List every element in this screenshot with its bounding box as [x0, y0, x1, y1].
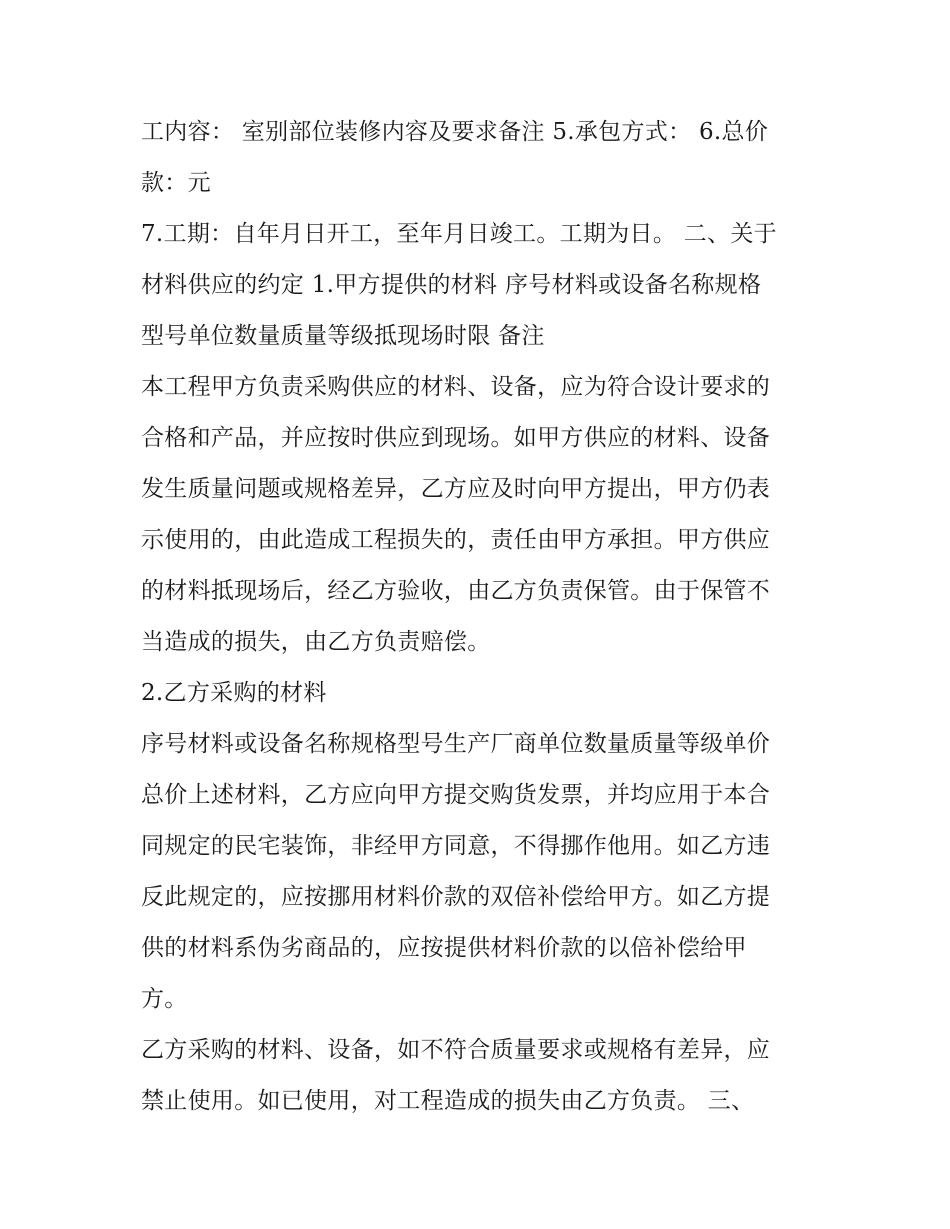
text-line: 7.工期：自年月日开工，至年月日竣工。工期为日。 二、关于	[141, 221, 777, 247]
text-line: 发生质量问题或规格差异，乙方应及时向甲方提出，甲方仍表	[141, 476, 771, 502]
text-line: 当造成的损失，由乙方负责赔偿。	[141, 629, 491, 655]
text-line: 型号单位数量质量等级抵现场时限 备注	[141, 323, 545, 349]
text-line: 序号材料或设备名称规格型号生产厂商单位数量质量等级单价	[141, 731, 771, 757]
section-heading: 2.乙方采购的材料	[141, 680, 327, 706]
text-line: 的材料抵现场后，经乙方验收，由乙方负责保管。由于保管不	[141, 578, 771, 604]
text-line: 材料供应的约定 1.甲方提供的材料 序号材料或设备名称规格	[141, 272, 762, 298]
text-line: 供的材料系伪劣商品的，应按提供材料价款的以倍补偿给甲	[141, 935, 747, 961]
text-line: 总价上述材料，乙方应向甲方提交购货发票，并均应用于本合	[141, 782, 771, 808]
text-line: 工内容： 室别部位装修内容及要求备注 5.承包方式： 6.总价	[141, 119, 769, 145]
text-line: 同规定的民宅装饰，非经甲方同意，不得挪作他用。如乙方违	[141, 833, 771, 859]
text-line: 款：元	[141, 170, 211, 196]
text-line: 本工程甲方负责采购供应的材料、设备，应为符合设计要求的	[141, 374, 771, 400]
contract-text-body	[141, 107, 821, 1127]
text-line: 方。	[141, 986, 188, 1012]
text-line: 合格和产品，并应按时供应到现场。如甲方供应的材料、设备	[141, 425, 771, 451]
text-line: 反此规定的，应按挪用材料价款的双倍补偿给甲方。如乙方提	[141, 884, 771, 910]
text-line: 示使用的，由此造成工程损失的，责任由甲方承担。甲方供应	[141, 527, 771, 553]
text-line: 禁止使用。如已使用，对工程造成的损失由乙方负责。 三、	[141, 1088, 755, 1114]
text-line: 乙方采购的材料、设备，如不符合质量要求或规格有差异，应	[141, 1037, 771, 1063]
